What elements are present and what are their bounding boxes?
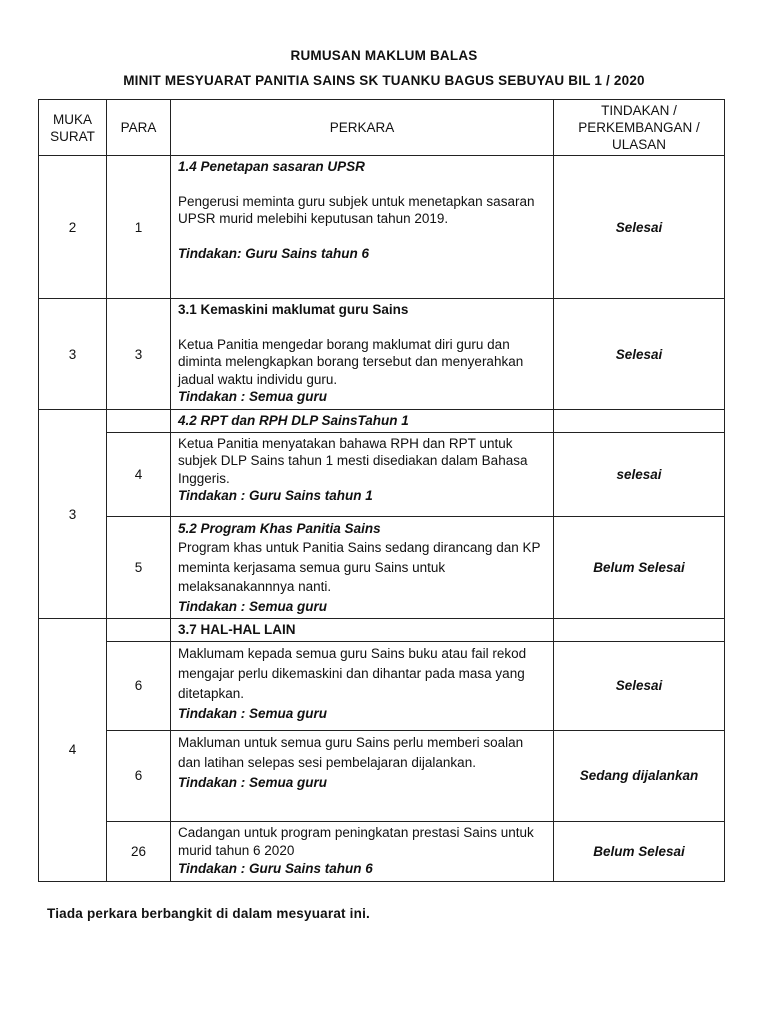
table-row xyxy=(39,156,725,299)
document-title: RUMUSAN MAKLUM BALAS xyxy=(290,48,478,63)
header-para: PARA xyxy=(107,100,171,156)
status-cell: selesai xyxy=(554,432,725,516)
table-row xyxy=(39,641,725,730)
table-row xyxy=(39,730,725,821)
section-heading-cell xyxy=(171,410,554,433)
table-row xyxy=(39,516,725,619)
document-subtitle: MINIT MESYUARAT PANITIA SAINS SK TUANKU BAGUS SEBUYAU BIL 1 / 2020 xyxy=(123,73,645,88)
perkara-cell xyxy=(171,299,554,410)
status-cell: Selesai xyxy=(554,299,725,410)
item-text: Maklumam kepada semua guru Sains buku atau fail rekod mengajar perlu dikemaskini dan dihantar pada masa yang ditetapkan. xyxy=(178,645,527,701)
header-tindakan-line1: TINDAKAN / xyxy=(601,103,677,118)
header-tindakan-line2: PERKEMBANGAN / xyxy=(578,120,700,135)
item-heading: 3.1 Kemaskini maklumat guru Sains xyxy=(178,302,409,317)
status-cell: Belum Selesai xyxy=(554,516,725,619)
item-tindakan: Tindakan : Semua guru xyxy=(178,598,328,614)
item-tindakan: Tindakan: Guru Sains tahun 6 xyxy=(178,245,370,261)
item-text: Ketua Panitia menyatakan bahawa RPH dan RPT untuk subjek DLP Sains tahun 1 mesti disediakan dalam Bahasa Inggeris. xyxy=(178,435,528,486)
item-tindakan: Tindakan : Guru Sains tahun 6 xyxy=(178,860,373,876)
para-cell: 6 xyxy=(107,641,171,730)
header-tindakan xyxy=(554,100,725,156)
para-cell: 6 xyxy=(107,730,171,821)
header-tindakan-line3: ULASAN xyxy=(611,137,667,152)
status-cell: Selesai xyxy=(554,641,725,730)
item-text: Cadangan untuk program peningkatan prestasi Sains untuk murid tahun 6 2020 xyxy=(178,824,534,858)
muka-surat-cell: 3 xyxy=(39,410,107,619)
header-muka-surat xyxy=(39,100,107,156)
para-cell: 26 xyxy=(107,821,171,881)
status-cell-empty xyxy=(554,619,725,642)
para-cell: 4 xyxy=(107,432,171,516)
para-cell: 5 xyxy=(107,516,171,619)
perkara-cell xyxy=(171,641,554,730)
item-heading: 1.4 Penetapan sasaran UPSR xyxy=(178,159,365,174)
minutes-table xyxy=(38,99,725,882)
header-muka-line1: MUKA xyxy=(52,111,92,127)
perkara-cell xyxy=(171,821,554,881)
table-row xyxy=(39,410,725,433)
muka-surat-cell: 3 xyxy=(39,299,107,410)
header-perkara: PERKARA xyxy=(171,100,554,156)
item-tindakan: Tindakan : Guru Sains tahun 1 xyxy=(178,488,373,503)
item-tindakan: Tindakan : Semua guru xyxy=(178,389,328,404)
status-cell: Belum Selesai xyxy=(554,821,725,881)
item-heading: 5.2 Program Khas Panitia Sains xyxy=(178,520,381,536)
muka-surat-cell: 4 xyxy=(39,619,107,882)
header-row xyxy=(39,100,725,156)
item-tindakan: Tindakan : Semua guru xyxy=(178,705,328,721)
table-row xyxy=(39,619,725,642)
table-row xyxy=(39,821,725,881)
item-text: Program khas untuk Panitia Sains sedang dirancang dan KP meminta kerjasama semua guru Sains untuk melaksanakannnya nanti. xyxy=(178,540,541,594)
status-cell: Sedang dijalankan xyxy=(554,730,725,821)
item-text: Pengerusi meminta guru subjek untuk menetapkan sasaran UPSR murid melebihi keputusan tahun 2019. xyxy=(178,193,535,226)
section-heading: 3.7 HAL-HAL LAIN xyxy=(178,622,296,637)
perkara-cell xyxy=(171,432,554,516)
para-cell-empty xyxy=(107,410,171,433)
para-cell: 1 xyxy=(107,156,171,299)
status-cell-empty xyxy=(554,410,725,433)
status-cell: Selesai xyxy=(554,156,725,299)
para-cell-empty xyxy=(107,619,171,642)
header-surat-line2: SURAT xyxy=(50,128,95,144)
item-tindakan: Tindakan : Semua guru xyxy=(178,774,328,790)
perkara-cell xyxy=(171,730,554,821)
section-heading-cell xyxy=(171,619,554,642)
perkara-cell xyxy=(171,156,554,299)
item-text: Makluman untuk semua guru Sains perlu memberi soalan dan latihan selepas sesi pembelajaran dijalankan. xyxy=(178,734,524,770)
footer-note: Tiada perkara berbangkit di dalam mesyuarat ini. xyxy=(47,906,370,921)
table-row xyxy=(39,299,725,410)
perkara-cell xyxy=(171,516,554,619)
table-row xyxy=(39,432,725,516)
muka-surat-cell: 2 xyxy=(39,156,107,299)
para-cell: 3 xyxy=(107,299,171,410)
item-text: Ketua Panitia mengedar borang maklumat diri guru dan diminta melengkapkan borang tersebut dan menyerahkan jadual waktu individu guru. xyxy=(178,336,524,387)
section-heading: 4.2 RPT dan RPH DLP SainsTahun 1 xyxy=(178,413,409,428)
